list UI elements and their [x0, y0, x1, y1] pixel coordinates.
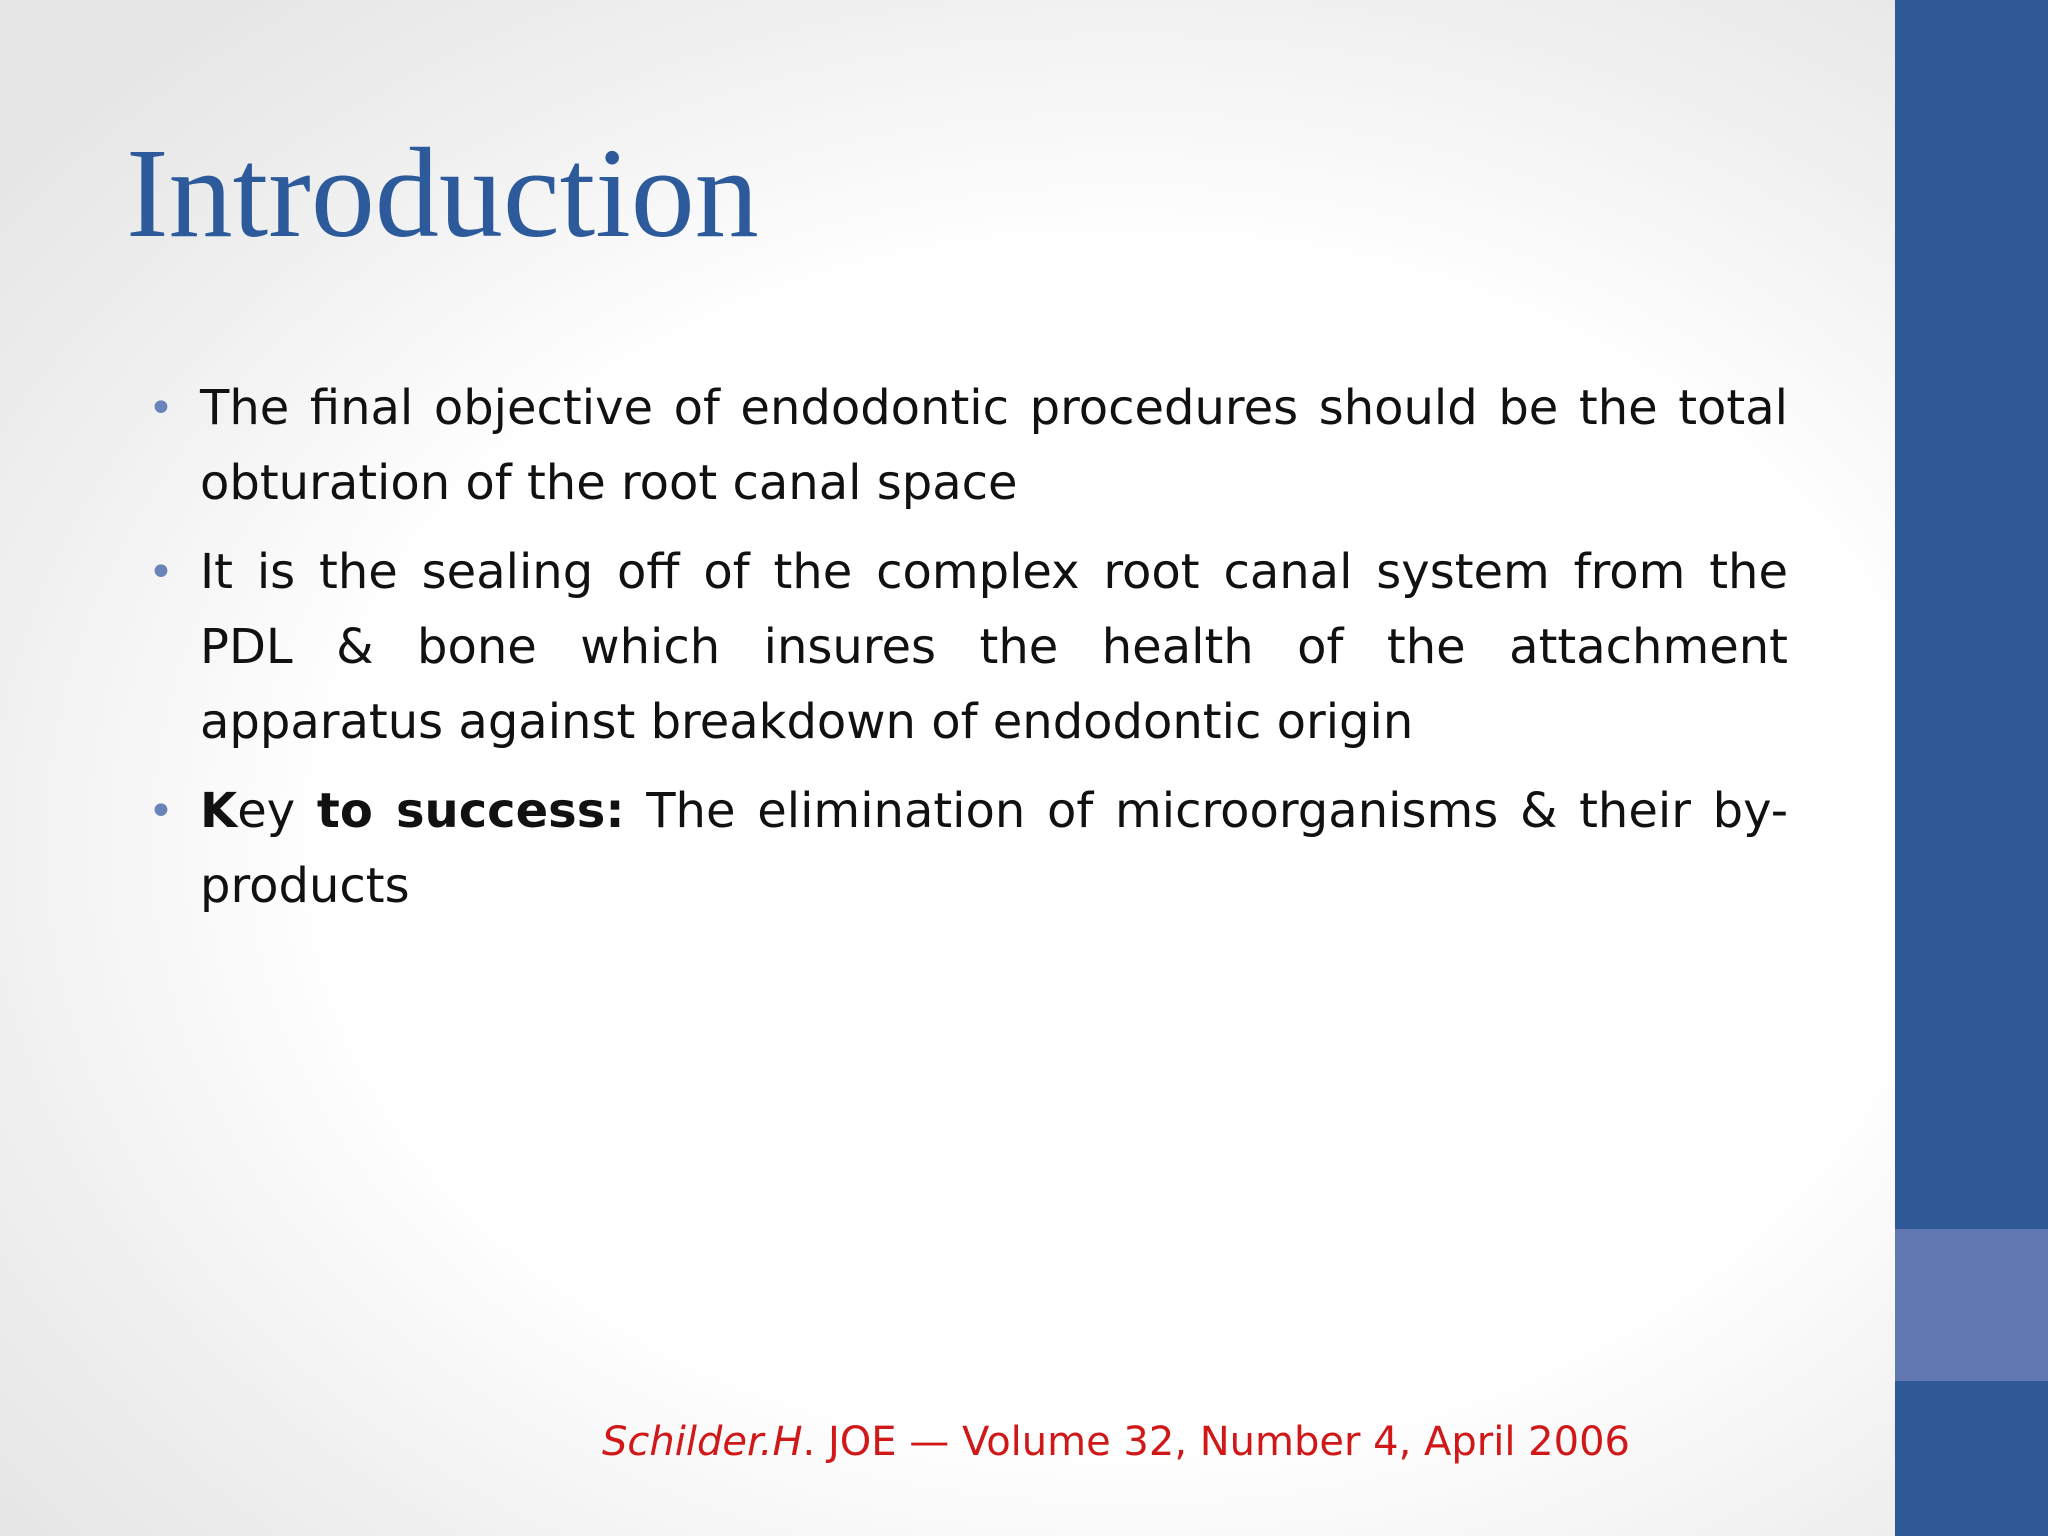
bullet-rest-text: The elimination of microorganisms & their by-products	[200, 783, 1789, 914]
bold-to-success: to success:	[316, 783, 625, 839]
bullet-text: It is the sealing off of the complex root canal system from the PDL & bone which insures the health of the attachment apparatus against breakdown of endodontic origin	[200, 544, 1788, 750]
bullet-item	[148, 774, 1788, 924]
citation-details: . JOE — Volume 32, Number 4, April 2006	[802, 1419, 1630, 1465]
bullet-item	[148, 371, 1788, 521]
sidebar-bar	[1895, 0, 2048, 1536]
bullet-dot-icon: •	[148, 786, 174, 837]
slide-title: Introduction	[126, 122, 759, 264]
sidebar-accent-block	[1895, 1229, 2048, 1381]
bullet-dot-icon: •	[148, 547, 174, 598]
plain-ey: ey	[237, 783, 317, 839]
bullet-dot-icon: •	[148, 383, 174, 434]
bullet-text	[200, 783, 1788, 914]
citation	[602, 1414, 1630, 1470]
bullet-text: The final objective of endodontic procedures should be the total obturation of the root canal space	[200, 380, 1788, 511]
bullet-item	[148, 535, 1788, 760]
bold-k: K	[200, 783, 238, 839]
citation-author: Schilder.H	[602, 1419, 803, 1465]
bullet-list	[148, 371, 1788, 938]
